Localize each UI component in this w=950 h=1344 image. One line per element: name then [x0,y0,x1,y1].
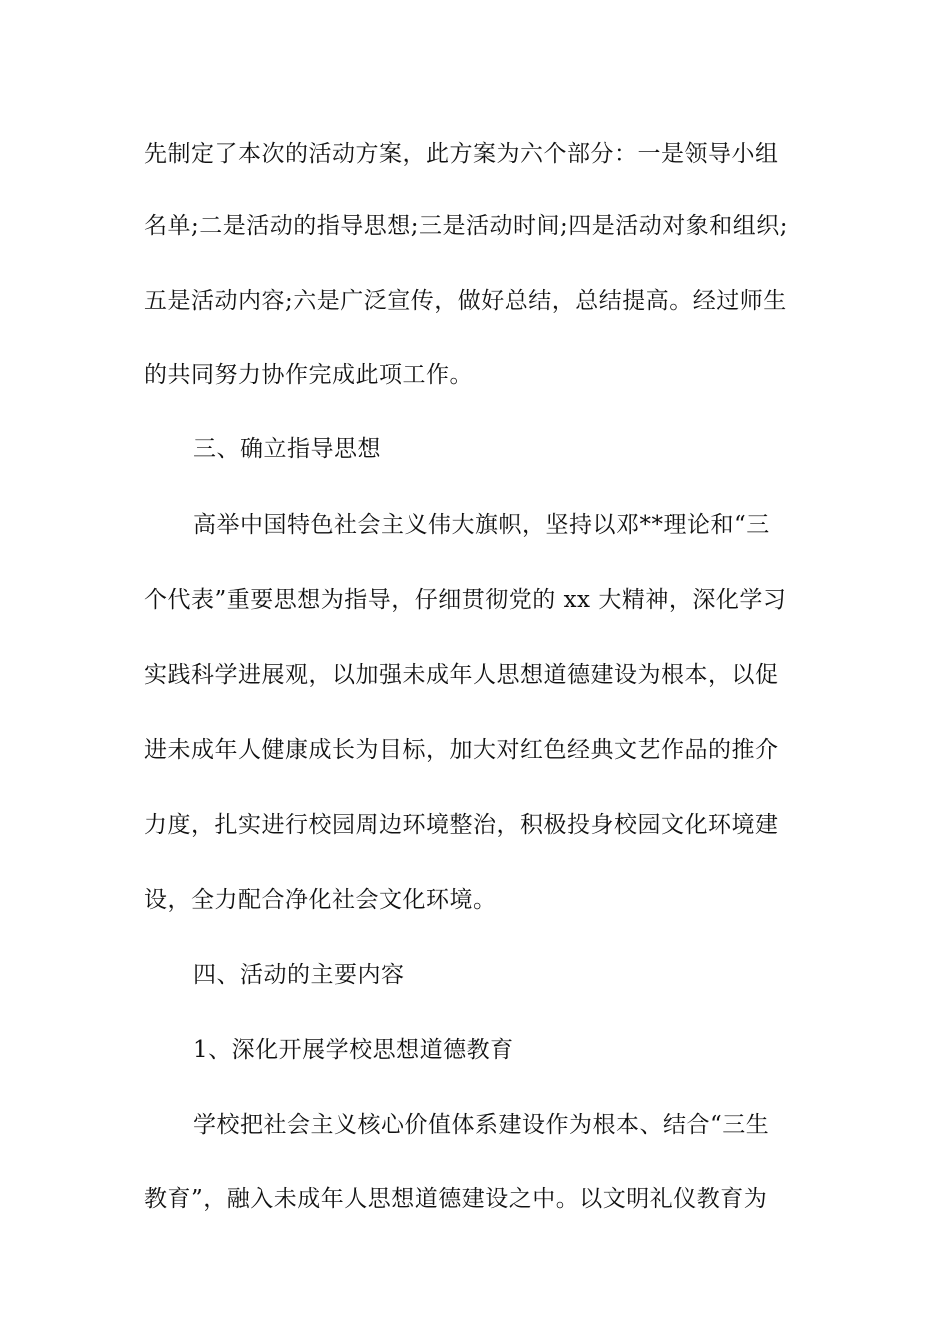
subsection-heading: 1、深化开展学校思想道德教育 [193,1037,514,1063]
text-line: 进未成年人健康成长为目标，加大对红色经典文艺作品的推介 [144,737,779,763]
text-line: 名单;二是活动的指导思想;三是活动时间;四是活动对象和组织; [144,213,788,239]
text-line: 力度，扎实进行校园周边环境整治，积极投身校园文化环境建 [144,812,779,838]
text-line: 先制定了本次的活动方案，此方案为六个部分：一是领导小组 [144,141,779,167]
text-line: 实践科学进展观，以加强未成年人思想道德建设为根本，以促 [144,662,779,688]
text-line: 个代表”重要思想为指导，仔细贯彻党的 xx 大精神，深化学习 [144,587,787,613]
text-line: 学校把社会主义核心价值体系建设作为根本、结合“三生 [193,1112,770,1138]
section-heading: 三、确立指导思想 [193,436,381,462]
text-line: 的共同努力协作完成此项工作。 [144,362,473,388]
text-line: 教育”，融入未成年人思想道德建设之中。以文明礼仪教育为 [144,1186,768,1212]
section-heading: 四、活动的主要内容 [193,962,405,988]
text-line: 设，全力配合净化社会文化环境。 [144,887,497,913]
text-line: 高举中国特色社会主义伟大旗帜，坚持以邓**理论和“三 [193,512,770,538]
text-line: 五是活动内容;六是广泛宣传，做好总结，总结提高。经过师生 [144,288,787,314]
